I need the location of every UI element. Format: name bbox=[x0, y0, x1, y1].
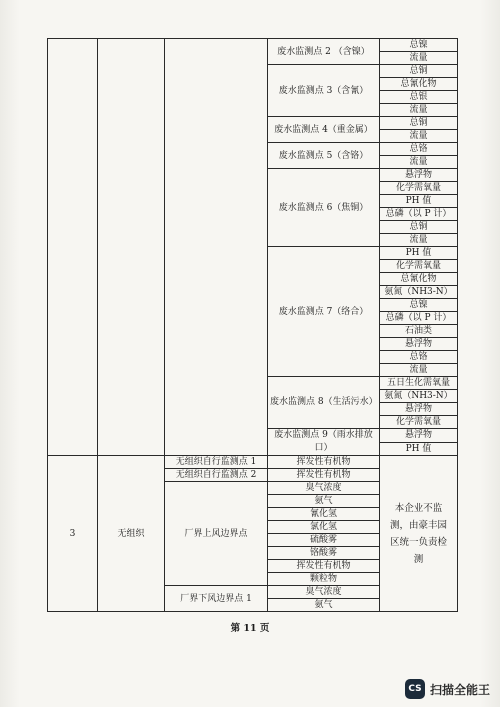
row-index-cell: 3 bbox=[48, 456, 98, 612]
parameter-cell: 悬浮物 bbox=[380, 169, 458, 182]
parameter-cell: 氨氮（NH3-N） bbox=[380, 286, 458, 299]
parameter-cell: 流量 bbox=[380, 234, 458, 247]
table-row bbox=[48, 456, 458, 469]
parameter-cell: 总铜 bbox=[380, 221, 458, 234]
remark-cell-top bbox=[165, 39, 268, 456]
parameter-cell: 硫酸雾 bbox=[268, 534, 380, 547]
parameter-cell: 挥发性有机物 bbox=[268, 469, 380, 482]
monitoring-point-cell: 废水监测点 2 （含镍） bbox=[268, 39, 380, 65]
parameter-cell: 总氰化物 bbox=[380, 78, 458, 91]
parameter-cell: 总氰化物 bbox=[380, 273, 458, 286]
parameter-cell: 化学需氧量 bbox=[380, 182, 458, 195]
parameter-cell: 氯化氢 bbox=[268, 521, 380, 534]
parameter-cell: PH 值 bbox=[380, 195, 458, 208]
parameter-cell: 流量 bbox=[380, 130, 458, 143]
monitoring-point-cell: 无组织自行监测点 2 bbox=[165, 469, 268, 482]
parameter-cell: 悬浮物 bbox=[380, 429, 458, 443]
parameter-cell: 石油类 bbox=[380, 325, 458, 338]
category-cell-top bbox=[98, 39, 165, 456]
monitoring-point-cell: 废水监测点 8（生活污水） bbox=[268, 377, 380, 429]
parameter-cell: 氨氮（NH3-N） bbox=[380, 390, 458, 403]
row-index-cell-top bbox=[48, 39, 98, 456]
monitoring-point-cell: 厂界下风边界点 1 bbox=[165, 586, 268, 612]
parameter-cell: 总镍 bbox=[380, 299, 458, 312]
parameter-cell: 流量 bbox=[380, 52, 458, 65]
parameter-cell: 总镍 bbox=[380, 39, 458, 52]
parameter-cell: 臭气浓度 bbox=[268, 586, 380, 599]
parameter-cell: 氨气 bbox=[268, 599, 380, 612]
parameter-cell: PH 值 bbox=[380, 247, 458, 260]
monitoring-point-cell: 厂界上风边界点 bbox=[165, 482, 268, 586]
monitoring-point-cell: 废水监测点 9（雨水排放口） bbox=[268, 429, 380, 456]
monitoring-point-cell: 废水监测点 4（重金属） bbox=[268, 117, 380, 143]
remark-note-cell: 本企业不监测，由豪丰园区统一负责检测 bbox=[380, 456, 458, 612]
parameter-cell: 氰化氢 bbox=[268, 508, 380, 521]
parameter-cell: 氨气 bbox=[268, 495, 380, 508]
parameter-cell: 总银 bbox=[380, 91, 458, 104]
parameter-cell: 悬浮物 bbox=[380, 403, 458, 416]
parameter-cell: 颗粒物 bbox=[268, 573, 380, 586]
parameter-cell: 流量 bbox=[380, 104, 458, 117]
parameter-cell: 挥发性有机物 bbox=[268, 560, 380, 573]
monitoring-point-cell: 废水监测点 3（含氰） bbox=[268, 65, 380, 117]
parameter-cell: 总铜 bbox=[380, 117, 458, 130]
monitoring-point-cell: 废水监测点 7（络合） bbox=[268, 247, 380, 377]
monitoring-point-cell: 无组织自行监测点 1 bbox=[165, 456, 268, 469]
parameter-cell: 总磷（以 P 计） bbox=[380, 312, 458, 325]
category-cell: 无组织 bbox=[98, 456, 165, 612]
parameter-cell: 化学需氧量 bbox=[380, 416, 458, 429]
camscanner-logo-icon: CS bbox=[405, 679, 425, 699]
parameter-cell: 挥发性有机物 bbox=[268, 456, 380, 469]
parameter-cell: 总铬 bbox=[380, 351, 458, 364]
monitoring-table bbox=[47, 38, 458, 612]
parameter-cell: 总铬 bbox=[380, 143, 458, 156]
scanner-watermark bbox=[405, 679, 490, 699]
parameter-cell: 悬浮物 bbox=[380, 338, 458, 351]
parameter-cell: 铬酸雾 bbox=[268, 547, 380, 560]
page-number: 第 11 页 bbox=[230, 623, 270, 634]
parameter-cell: 化学需氧量 bbox=[380, 260, 458, 273]
parameter-cell: 臭气浓度 bbox=[268, 482, 380, 495]
parameter-cell: 总磷（以 P 计） bbox=[380, 208, 458, 221]
parameter-cell: PH 值 bbox=[380, 442, 458, 456]
parameter-cell: 五日生化需氧量 bbox=[380, 377, 458, 390]
parameter-cell: 流量 bbox=[380, 364, 458, 377]
table-row bbox=[48, 39, 458, 52]
parameter-cell: 总铜 bbox=[380, 65, 458, 78]
watermark-label: 扫描全能王 bbox=[429, 682, 490, 697]
monitoring-table-body bbox=[48, 39, 458, 612]
monitoring-point-cell: 废水监测点 5（含铬） bbox=[268, 143, 380, 169]
monitoring-point-cell: 废水监测点 6（焦铜） bbox=[268, 169, 380, 247]
parameter-cell: 流量 bbox=[380, 156, 458, 169]
